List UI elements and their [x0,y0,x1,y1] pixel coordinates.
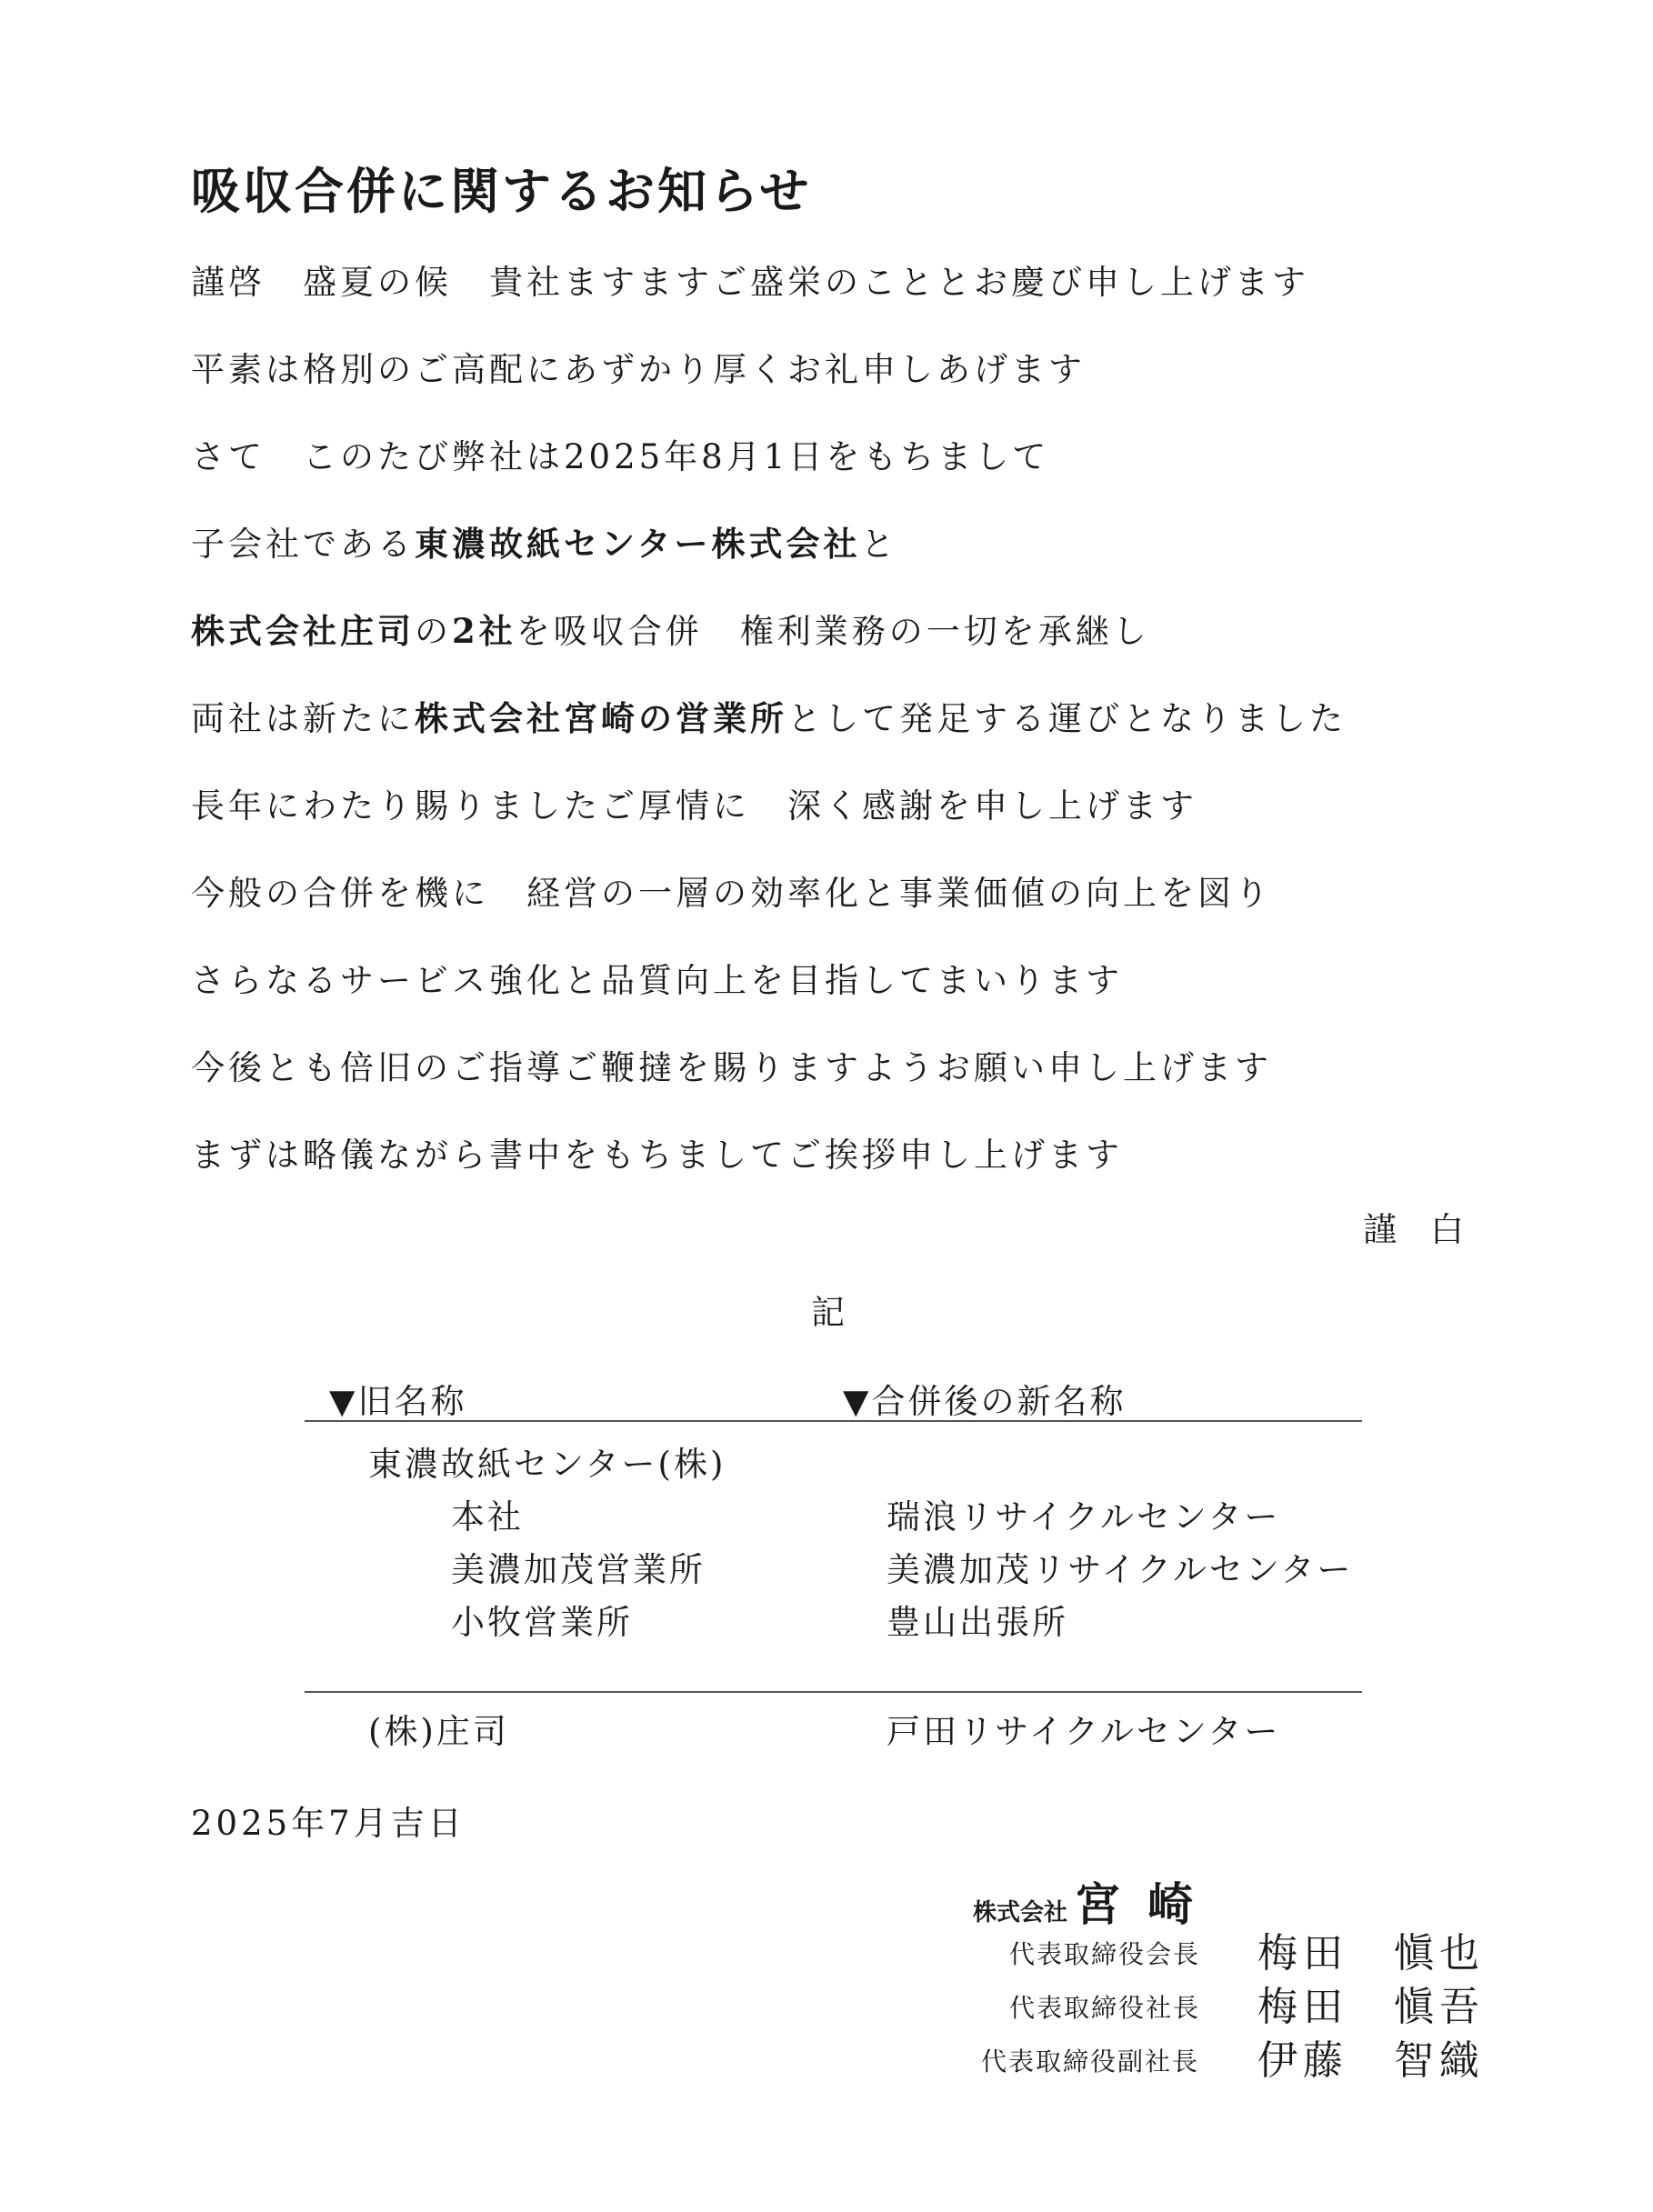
group2-old: (株)庄司 [368,1712,509,1751]
body-line-4-c: と [860,525,898,564]
row-new-minokamo: 美濃加茂リサイクルセンター [887,1550,1354,1589]
body-line-4-a: 子会社である [191,525,415,564]
table-rule-top [305,1420,1362,1422]
signatory-title-vice-president: 代表取締役副社長 [981,2047,1200,2077]
body-line-4 [191,524,898,564]
row-old-komaki: 小牧営業所 [451,1603,633,1642]
body-line-7: 長年にわたり賜りましたご厚情に 深く感謝を申し上げます [191,786,1197,826]
group1-company: 東濃故紙センター(株) [368,1445,726,1484]
document-title: 吸収合併に関するお知らせ [191,162,812,220]
row-new-mizunami: 瑞浪リサイクルセンター [887,1497,1281,1536]
body-line-6-c: として発足する運びとなりました [787,699,1347,738]
body-line-9: さらなるサービス強化と品質向上を目指してまいります [191,961,1123,1000]
body-line-6 [191,698,1347,738]
body-line-5-d: を吸収合併 権利業務の一切を承継し [516,612,1150,651]
signatory-name-chairman: 梅田 愼也 [1257,1930,1485,1977]
issue-date: 2025年7月吉日 [191,1804,466,1843]
signatory-name-vice-president: 伊藤 智織 [1257,2037,1485,2084]
table-rule-middle [305,1691,1362,1693]
signatory-name-president: 梅田 愼吾 [1257,1984,1485,2030]
company-main-name: 宮崎 [1075,1878,1221,1931]
company-name-tono: 東濃故紙センター株式会社 [415,524,861,564]
body-line-8: 今般の合併を機に 経営の一層の効率化と事業価値の向上を図り [191,874,1272,913]
body-line-6-a: 両社は新たに [191,699,415,738]
row-old-minokamo: 美濃加茂営業所 [451,1550,706,1589]
ki-heading: 記 [811,1293,845,1332]
group2-new: 戸田リサイクルセンター [887,1712,1281,1751]
header-old-name: ▼旧名称 [329,1382,467,1421]
header-new-name: ▼合併後の新名称 [843,1382,1127,1421]
row-old-honsha: 本社 [451,1497,524,1536]
company-name-shoji: 株式会社庄司 [191,611,415,651]
body-line-2: 平素は格別のご高配にあずかり厚くお礼申しあげます [191,350,1086,389]
two-companies: 2社 [452,611,516,651]
signatory-title-president: 代表取締役社長 [1009,1993,1201,2023]
body-line-5-b: の [415,612,452,651]
body-line-5 [191,611,1150,651]
body-line-10: 今後とも倍旧のご指導ご鞭撻を賜りますようお願い申し上げます [191,1048,1272,1087]
new-office-name: 株式会社宮崎の営業所 [415,698,787,738]
company-name [973,1868,1220,1934]
row-new-toyoyama: 豊山出張所 [887,1603,1068,1642]
company-prefix: 株式会社 [973,1899,1068,1927]
body-line-11: まずは略儀ながら書中をもちましてご挨拶申し上げます [191,1136,1123,1175]
closing-kinpaku: 謹 白 [1363,1210,1464,1249]
signatory-title-chairman: 代表取締役会長 [1009,1939,1201,1969]
body-line-1: 謹啓 盛夏の候 貴社ますますご盛栄のこととお慶び申し上げます [191,263,1309,302]
body-line-3: さて このたび弊社は2025年8月1日をもちまして [191,437,1050,476]
